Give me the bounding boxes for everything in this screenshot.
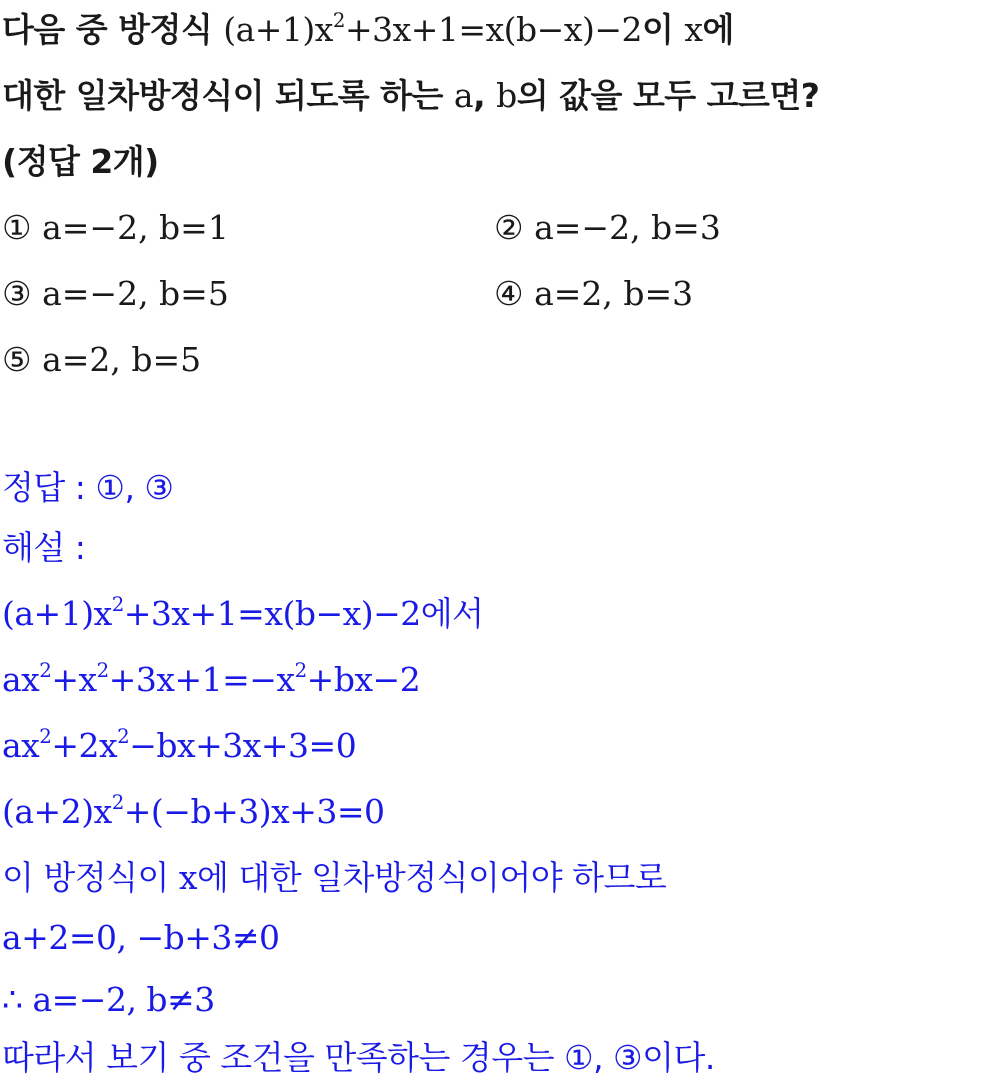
explanation-step-1: $(a+1)x^2+3x+1=x(b-x)-2$에서 <box>2 593 484 633</box>
question-text: 다음 중 방정식 <box>2 10 224 49</box>
choice-4 <box>494 272 693 316</box>
choice-3 <box>2 272 229 316</box>
choice-text: a=−2, b=1 <box>42 208 229 247</box>
choice-text: a=2, b=5 <box>42 340 202 379</box>
question-line-2: 대한 일차방정식이 되도록 하는 a, b의 값을 모두 고르면? <box>2 76 820 115</box>
explanation-label: 해설 : <box>2 528 86 567</box>
choice-number: ④ <box>494 274 524 313</box>
choice-number: ③ <box>2 274 32 313</box>
explanation-step-7: ∴ a=−2, b≠3 <box>2 980 215 1019</box>
equation: $(a+1)x^2+3x+1=x(b-x)-2$ <box>223 9 642 49</box>
choice-text: a=−2, b=3 <box>534 208 721 247</box>
choice-text: a=−2, b=5 <box>42 274 229 313</box>
answer-label: 정답 : ①, ③ <box>2 468 174 507</box>
choice-2 <box>494 206 721 250</box>
choice-1 <box>2 206 229 250</box>
choice-text: a=2, b=3 <box>534 274 694 313</box>
variable-b: b <box>496 76 517 115</box>
explanation-step-6: a+2=0, −b+3≠0 <box>2 918 280 957</box>
explanation-conclusion: 따라서 보기 중 조건을 만족하는 경우는 ①, ③이다. <box>2 1038 715 1077</box>
variable-a: a <box>453 76 474 115</box>
question-line-1: 다음 중 방정식 $(a+1)x^2+3x+1=x(b-x)-2$이 x에 <box>2 9 734 49</box>
explanation-step-2: $ax^2+x^2+3x+1=-x^2+bx-2$ <box>2 659 421 699</box>
explanation-step-4: $(a+2)x^2+(-b+3)x+3=0$ <box>2 791 385 831</box>
choice-5 <box>2 338 201 382</box>
choice-number: ① <box>2 208 32 247</box>
explanation-step-5: 이 방정식이 x에 대한 일차방정식이어야 하므로 <box>2 858 667 897</box>
explanation-step-3: $ax^2+2x^2-bx+3x+3=0$ <box>2 725 357 765</box>
question-note: (정답 2개) <box>2 142 159 181</box>
variable-x: x <box>684 10 703 49</box>
choice-number: ⑤ <box>2 340 32 379</box>
choice-number: ② <box>494 208 524 247</box>
